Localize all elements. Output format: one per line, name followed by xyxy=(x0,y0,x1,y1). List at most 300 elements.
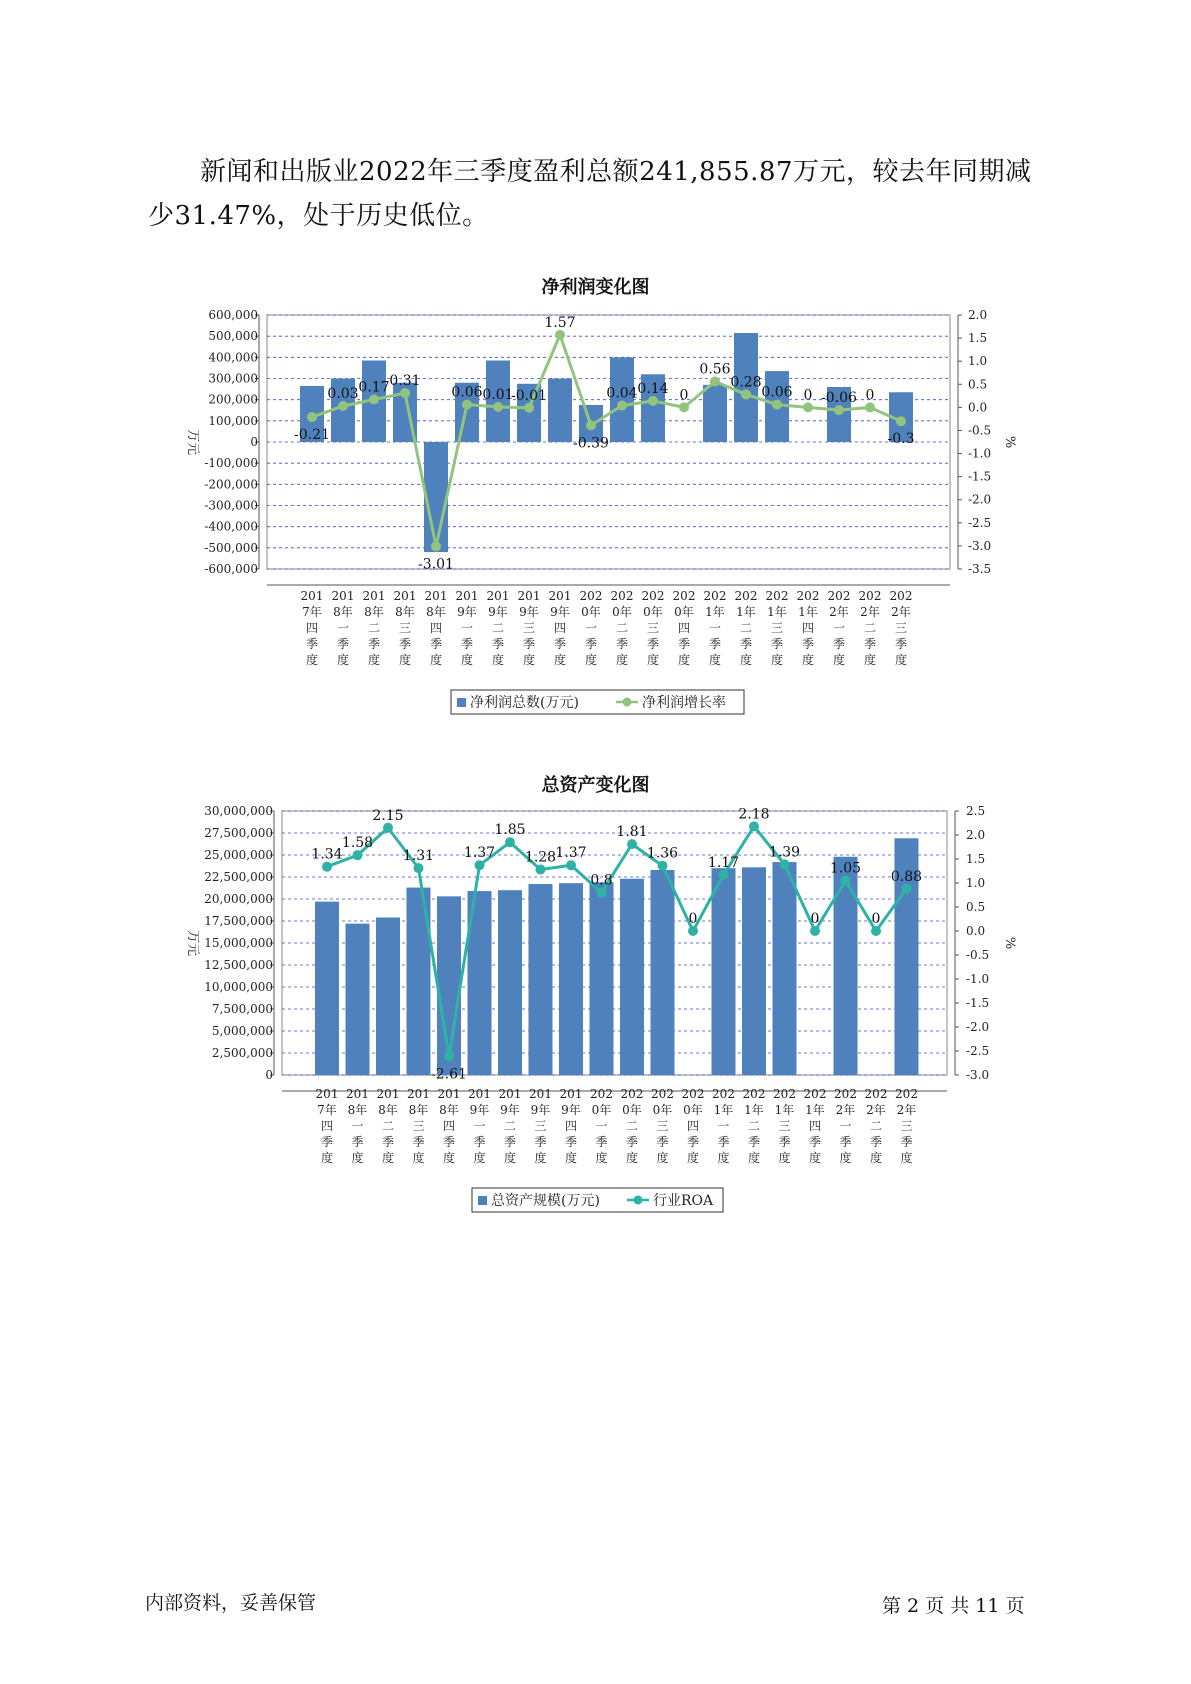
category-tick-label: 一 xyxy=(595,1119,608,1133)
category-tick-label: 度 xyxy=(429,653,443,667)
category-tick-label: 二 xyxy=(863,621,877,635)
left-axis-tick-label: -400,000 xyxy=(204,519,258,534)
category-tick-label: 季 xyxy=(839,1135,852,1149)
category-tick-label: 季 xyxy=(686,1135,700,1149)
category-tick-label: 一 xyxy=(351,1119,364,1133)
category-tick-label: 202 xyxy=(681,1087,705,1101)
category-tick-label: 季 xyxy=(336,637,350,651)
left-axis-tick-label: 17,500,000 xyxy=(204,914,273,928)
category-tick-label: 202 xyxy=(712,1087,735,1101)
category-tick-label: 度 xyxy=(412,1151,425,1165)
category-tick-label: 2年 xyxy=(860,605,880,619)
chart-title-total-assets: 总资产变化图 xyxy=(541,775,650,796)
category-tick-label: 201 xyxy=(362,589,386,603)
footer-page-number: 第 2 页 共 11 页 xyxy=(882,1595,1025,1617)
left-axis-tick-label: 400,000 xyxy=(208,350,258,365)
line-point xyxy=(475,860,485,870)
legend-bar-label: 总资产规模(万元) xyxy=(491,1193,600,1209)
category-tick-label: 四 xyxy=(320,1119,334,1133)
data-label: -0.01 xyxy=(511,387,547,404)
legend-line-label: 行业ROA xyxy=(653,1193,714,1209)
line-point xyxy=(810,926,820,936)
category-tick-label: 度 xyxy=(320,1151,334,1165)
line-point xyxy=(597,888,607,898)
category-tick-label: 202 xyxy=(834,1087,857,1101)
category-tick-label: 季 xyxy=(564,1135,578,1149)
left-axis-tick-label: 20,000,000 xyxy=(204,892,273,906)
data-label: 0 xyxy=(679,387,689,404)
category-tick-label: 202 xyxy=(827,589,851,603)
left-axis-tick-label: -200,000 xyxy=(204,477,258,492)
left-axis-tick-label: -100,000 xyxy=(204,456,258,471)
category-tick-label: 三 xyxy=(646,621,660,635)
data-label: 0.88 xyxy=(890,868,923,885)
category-tick-label: 1年 xyxy=(705,605,725,619)
line-point xyxy=(871,926,881,936)
data-label: 0 xyxy=(810,911,820,927)
category-tick-label: 季 xyxy=(522,637,536,651)
category-tick-label: 季 xyxy=(832,637,846,651)
data-label: 0.06 xyxy=(451,384,483,401)
category-tick-label: 季 xyxy=(398,637,412,651)
line-point xyxy=(383,823,393,833)
category-tick-label: 二 xyxy=(381,1119,395,1133)
data-label: 1.28 xyxy=(524,849,557,866)
category-tick-label: 季 xyxy=(801,637,815,651)
right-axis-tick-label: -2.5 xyxy=(968,515,992,530)
category-tick-label: 202 xyxy=(742,1087,766,1101)
category-tick-label: 季 xyxy=(656,1135,669,1149)
right-axis-tick-label: 1.5 xyxy=(966,852,986,866)
bar xyxy=(712,868,736,1075)
category-tick-label: 季 xyxy=(320,1135,334,1149)
left-axis-tick-label: -600,000 xyxy=(204,562,258,576)
data-label: 1.58 xyxy=(341,835,374,852)
category-tick-label: 度 xyxy=(677,653,691,667)
category-tick-label: 季 xyxy=(770,637,784,651)
category-tick-label: 四 xyxy=(429,621,443,635)
category-tick-label: 三 xyxy=(656,1119,669,1133)
category-tick-label: 202 xyxy=(889,589,913,603)
category-tick-label: 201 xyxy=(517,589,541,603)
category-tick-label: 三 xyxy=(778,1119,791,1133)
data-label: 0.01 xyxy=(482,386,514,403)
category-tick-label: 202 xyxy=(734,589,758,603)
category-tick-label: 二 xyxy=(739,621,753,635)
bar xyxy=(742,867,766,1075)
bar xyxy=(529,884,553,1075)
category-tick-label: 季 xyxy=(412,1135,425,1149)
line-point xyxy=(536,865,546,875)
category-tick-label: 9年 xyxy=(500,1103,520,1117)
category-tick-label: 2年 xyxy=(891,605,911,619)
category-tick-label: 202 xyxy=(895,1087,918,1101)
data-label: 0.31 xyxy=(389,373,421,390)
category-tick-label: 9年 xyxy=(550,605,570,619)
category-tick-label: 季 xyxy=(646,637,660,651)
data-label: 1.05 xyxy=(829,860,862,877)
right-axis-tick-label: -0.5 xyxy=(968,423,992,438)
left-axis-tick-label: 500,000 xyxy=(208,329,258,344)
category-tick-label: 季 xyxy=(473,1135,486,1149)
data-label: 0 xyxy=(688,911,698,927)
category-tick-label: 度 xyxy=(686,1151,700,1165)
category-tick-label: 三 xyxy=(900,1119,913,1133)
category-tick-label: 一 xyxy=(708,621,722,635)
category-tick-label: 季 xyxy=(351,1135,364,1149)
data-label: 1.37 xyxy=(555,845,587,862)
category-tick-label: 三 xyxy=(894,621,908,635)
category-tick-label: 四 xyxy=(305,621,319,635)
category-tick-label: 9年 xyxy=(469,1103,490,1117)
category-tick-label: 度 xyxy=(336,653,350,667)
line-point xyxy=(688,926,698,936)
category-tick-label: 二 xyxy=(491,621,505,635)
category-tick-label: 四 xyxy=(686,1119,700,1133)
right-axis-tick-label: -1.5 xyxy=(968,469,992,484)
category-tick-label: 季 xyxy=(460,637,474,651)
category-tick-label: 7年 xyxy=(302,605,322,619)
right-axis-tick-label: -3.0 xyxy=(966,1068,990,1082)
category-tick-label: 度 xyxy=(747,1151,761,1165)
left-axis-tick-label: -500,000 xyxy=(204,540,258,555)
data-label: 0.03 xyxy=(327,385,359,402)
line-point xyxy=(658,861,668,871)
category-tick-label: 2年 xyxy=(835,1103,856,1117)
category-tick-label: 201 xyxy=(315,1087,339,1101)
category-tick-label: 度 xyxy=(808,1151,822,1165)
category-tick-label: 季 xyxy=(717,1135,730,1149)
data-label: 0.8 xyxy=(590,872,613,889)
category-tick-label: 201 xyxy=(455,589,479,603)
category-tick-label: 201 xyxy=(331,589,355,603)
category-tick-label: 度 xyxy=(832,653,846,667)
data-label: 0.28 xyxy=(730,374,762,391)
category-tick-label: 二 xyxy=(869,1119,883,1133)
category-tick-label: 202 xyxy=(651,1087,674,1101)
category-tick-label: 0年 xyxy=(591,1103,612,1117)
category-tick-label: 8年 xyxy=(426,605,446,619)
category-tick-label: 度 xyxy=(564,1151,578,1165)
line-point xyxy=(780,859,790,869)
data-label: 1.17 xyxy=(707,854,740,871)
right-axis-tick-label: -0.5 xyxy=(966,948,990,962)
data-label: 2.15 xyxy=(372,807,404,824)
category-tick-label: 季 xyxy=(677,637,691,651)
data-label: -0.3 xyxy=(887,431,915,448)
right-axis-tick-label: -1.0 xyxy=(968,446,992,461)
bar xyxy=(376,917,400,1075)
category-tick-label: 度 xyxy=(503,1151,517,1165)
category-tick-label: 季 xyxy=(534,1135,547,1149)
category-tick-label: 201 xyxy=(486,589,510,603)
category-tick-label: 度 xyxy=(398,653,412,667)
bar xyxy=(498,890,522,1075)
category-tick-label: 1年 xyxy=(736,605,756,619)
category-tick-label: 一 xyxy=(473,1119,486,1133)
category-tick-label: 0年 xyxy=(622,1103,642,1117)
category-tick-label: 一 xyxy=(839,1119,852,1133)
data-label: 0 xyxy=(865,387,875,404)
legend-bar-label: 净利润总数(万元) xyxy=(470,695,579,711)
category-tick-label: 201 xyxy=(498,1087,522,1101)
footer-confidential: 内部资料，妥善保管 xyxy=(145,1592,317,1614)
category-tick-label: 季 xyxy=(381,1135,395,1149)
category-tick-label: 8年 xyxy=(364,605,384,619)
category-tick-label: 一 xyxy=(717,1119,730,1133)
category-tick-label: 201 xyxy=(424,589,448,603)
category-tick-label: 三 xyxy=(412,1119,425,1133)
category-tick-label: 季 xyxy=(778,1135,791,1149)
category-tick-label: 三 xyxy=(534,1119,547,1133)
bar xyxy=(315,902,339,1075)
line-point xyxy=(627,839,637,849)
category-tick-label: 季 xyxy=(863,637,877,651)
category-tick-label: 0年 xyxy=(652,1103,673,1117)
category-tick-label: 202 xyxy=(641,589,665,603)
category-tick-label: 四 xyxy=(808,1119,822,1133)
bar xyxy=(773,862,797,1075)
category-tick-label: 度 xyxy=(534,1151,547,1165)
left-axis-tick-label: 27,500,000 xyxy=(204,826,273,840)
line-point xyxy=(322,862,332,872)
data-label: 1.81 xyxy=(616,824,648,841)
category-tick-label: 度 xyxy=(305,653,319,667)
category-tick-label: 202 xyxy=(796,589,820,603)
category-tick-label: 季 xyxy=(367,637,381,651)
data-label: -0.39 xyxy=(573,435,609,452)
right-axis-tick-label: 1.0 xyxy=(968,354,988,369)
category-tick-label: 202 xyxy=(620,1087,644,1101)
data-label: 1.37 xyxy=(463,845,496,862)
right-axis-tick-label: -2.5 xyxy=(966,1044,990,1058)
category-tick-label: 0年 xyxy=(581,605,601,619)
left-axis-label: 万元 xyxy=(185,929,200,957)
category-tick-label: 度 xyxy=(381,1151,395,1165)
right-axis-label: % xyxy=(1002,435,1017,449)
category-tick-label: 8年 xyxy=(395,605,415,619)
category-tick-label: 二 xyxy=(367,621,381,635)
category-tick-label: 1年 xyxy=(767,605,787,619)
category-tick-label: 度 xyxy=(839,1151,852,1165)
legend-line-marker xyxy=(634,1196,643,1205)
category-tick-label: 季 xyxy=(615,637,629,651)
right-axis-tick-label: 1.5 xyxy=(968,331,988,346)
legend-line-label: 净利润增长率 xyxy=(642,695,726,711)
category-tick-label: 三 xyxy=(398,621,412,635)
right-axis-tick-label: 0.5 xyxy=(966,900,986,914)
bar xyxy=(559,883,583,1075)
left-axis-tick-label: 100,000 xyxy=(208,413,258,428)
data-label: -0.21 xyxy=(294,427,330,444)
data-label: 0.17 xyxy=(358,379,390,396)
line-point xyxy=(505,837,515,847)
line-point xyxy=(566,860,576,870)
right-axis-tick-label: 2.0 xyxy=(968,308,988,322)
right-axis-tick-label: -2.0 xyxy=(966,1020,990,1034)
category-tick-label: 四 xyxy=(801,621,815,635)
category-tick-label: 9年 xyxy=(561,1103,581,1117)
category-tick-label: 季 xyxy=(708,637,722,651)
category-tick-label: 度 xyxy=(900,1151,913,1165)
category-tick-label: 202 xyxy=(864,1087,888,1101)
bar xyxy=(620,879,644,1075)
category-tick-label: 度 xyxy=(778,1151,791,1165)
left-axis-tick-label: 0 xyxy=(265,1068,273,1082)
category-tick-label: 度 xyxy=(522,653,536,667)
category-tick-label: 201 xyxy=(529,1087,552,1101)
category-tick-label: 201 xyxy=(300,589,324,603)
category-tick-label: 2年 xyxy=(829,605,849,619)
category-tick-label: 201 xyxy=(468,1087,491,1101)
category-tick-label: 1年 xyxy=(744,1103,764,1117)
category-tick-label: 季 xyxy=(595,1135,608,1149)
category-tick-label: 一 xyxy=(460,621,474,635)
data-label: 0.04 xyxy=(606,385,638,402)
line-point xyxy=(719,870,729,880)
category-tick-label: 度 xyxy=(473,1151,486,1165)
left-axis-tick-label: 200,000 xyxy=(208,392,258,407)
left-axis-tick-label: 22,500,000 xyxy=(204,870,273,884)
category-tick-label: 度 xyxy=(625,1151,639,1165)
category-tick-label: 度 xyxy=(801,653,815,667)
data-label: 0.14 xyxy=(637,380,669,397)
category-tick-label: 2年 xyxy=(866,1103,886,1117)
data-label: 2.18 xyxy=(738,806,770,823)
category-tick-label: 9年 xyxy=(519,605,539,619)
category-tick-label: 四 xyxy=(677,621,691,635)
category-tick-label: 季 xyxy=(553,637,567,651)
category-tick-label: 度 xyxy=(584,653,598,667)
data-label: 1.36 xyxy=(646,845,679,862)
category-tick-label: 度 xyxy=(770,653,784,667)
category-tick-label: 二 xyxy=(625,1119,639,1133)
right-axis-label: % xyxy=(1002,936,1017,950)
data-label: 1.57 xyxy=(544,314,576,331)
left-axis-tick-label: 30,000,000 xyxy=(204,804,273,818)
category-tick-label: 季 xyxy=(503,1135,517,1149)
right-axis-tick-label: 2.0 xyxy=(966,828,986,842)
category-tick-label: 202 xyxy=(765,589,789,603)
category-tick-label: 201 xyxy=(393,589,417,603)
category-tick-label: 1年 xyxy=(805,1103,825,1117)
category-tick-label: 202 xyxy=(703,589,727,603)
line-point xyxy=(749,821,759,831)
category-tick-label: 度 xyxy=(717,1151,730,1165)
line-point xyxy=(902,884,912,894)
right-axis-tick-label: -3.5 xyxy=(968,562,992,576)
category-tick-label: 度 xyxy=(615,653,629,667)
category-tick-label: 201 xyxy=(559,1087,583,1101)
category-tick-label: 度 xyxy=(553,653,567,667)
category-tick-label: 8年 xyxy=(333,605,353,619)
category-tick-label: 201 xyxy=(437,1087,461,1101)
line-point xyxy=(414,863,424,873)
category-tick-label: 202 xyxy=(590,1087,613,1101)
category-tick-label: 8年 xyxy=(408,1103,429,1117)
category-tick-label: 二 xyxy=(615,621,629,635)
category-tick-label: 二 xyxy=(503,1119,517,1133)
category-tick-label: 度 xyxy=(442,1151,456,1165)
category-tick-label: 二 xyxy=(747,1119,761,1133)
category-tick-label: 201 xyxy=(346,1087,369,1101)
right-axis-tick-label: -1.0 xyxy=(966,972,990,986)
category-tick-label: 季 xyxy=(491,637,505,651)
category-tick-label: 四 xyxy=(442,1119,456,1133)
category-tick-label: 度 xyxy=(595,1151,608,1165)
line-point xyxy=(444,1051,454,1061)
right-axis-tick-label: -1.5 xyxy=(966,996,990,1010)
category-tick-label: 0年 xyxy=(674,605,694,619)
left-axis-tick-label: 10,000,000 xyxy=(204,980,273,994)
category-tick-label: 三 xyxy=(522,621,536,635)
data-label: 0.56 xyxy=(699,361,731,378)
category-tick-label: 季 xyxy=(894,637,908,651)
category-tick-label: 度 xyxy=(367,653,381,667)
category-tick-label: 1年 xyxy=(774,1103,795,1117)
category-tick-label: 季 xyxy=(625,1135,639,1149)
data-label: 0.06 xyxy=(761,384,793,401)
category-tick-label: 四 xyxy=(553,621,567,635)
category-tick-label: 9年 xyxy=(457,605,477,619)
left-axis-tick-label: 2,500,000 xyxy=(211,1046,273,1060)
data-label: -2.61 xyxy=(431,1066,467,1083)
category-tick-label: 0年 xyxy=(612,605,632,619)
category-tick-label: 季 xyxy=(442,1135,456,1149)
category-tick-label: 202 xyxy=(579,589,603,603)
category-tick-label: 度 xyxy=(656,1151,669,1165)
category-tick-label: 一 xyxy=(336,621,350,635)
left-axis-tick-label: 600,000 xyxy=(208,308,258,322)
data-label: 1.85 xyxy=(494,822,526,839)
line-point xyxy=(353,850,363,860)
category-tick-label: 季 xyxy=(584,637,598,651)
category-tick-label: 8年 xyxy=(347,1103,368,1117)
category-tick-label: 201 xyxy=(376,1087,400,1101)
category-tick-label: 202 xyxy=(803,1087,827,1101)
category-tick-label: 202 xyxy=(610,589,634,603)
category-tick-label: 9年 xyxy=(530,1103,551,1117)
chart-title-net-profit: 净利润变化图 xyxy=(541,277,650,298)
category-tick-label: 1年 xyxy=(798,605,818,619)
left-axis-tick-label: 15,000,000 xyxy=(204,936,273,950)
category-tick-label: 202 xyxy=(672,589,696,603)
left-axis-tick-label: 25,000,000 xyxy=(204,848,273,862)
category-tick-label: 8年 xyxy=(378,1103,398,1117)
bar xyxy=(590,882,614,1075)
category-tick-label: 1年 xyxy=(713,1103,734,1117)
category-tick-label: 季 xyxy=(429,637,443,651)
category-tick-label: 一 xyxy=(832,621,846,635)
bar xyxy=(834,857,858,1075)
category-tick-label: 季 xyxy=(808,1135,822,1149)
left-axis-tick-label: 12,500,000 xyxy=(204,958,273,972)
data-label: 1.31 xyxy=(402,848,435,865)
category-tick-label: 三 xyxy=(770,621,784,635)
legend-bar-swatch xyxy=(478,1196,487,1205)
category-tick-label: 季 xyxy=(869,1135,883,1149)
category-tick-label: 0年 xyxy=(643,605,663,619)
category-tick-label: 7年 xyxy=(317,1103,337,1117)
left-axis-tick-label: 5,000,000 xyxy=(211,1024,273,1038)
left-axis-tick-label: 300,000 xyxy=(208,371,258,386)
category-tick-label: 度 xyxy=(739,653,753,667)
data-label: -0.06 xyxy=(821,390,857,407)
data-label: 0 xyxy=(803,387,813,404)
category-tick-label: 2年 xyxy=(896,1103,917,1117)
category-tick-label: 季 xyxy=(900,1135,913,1149)
right-axis-tick-label: 0.0 xyxy=(966,924,986,938)
